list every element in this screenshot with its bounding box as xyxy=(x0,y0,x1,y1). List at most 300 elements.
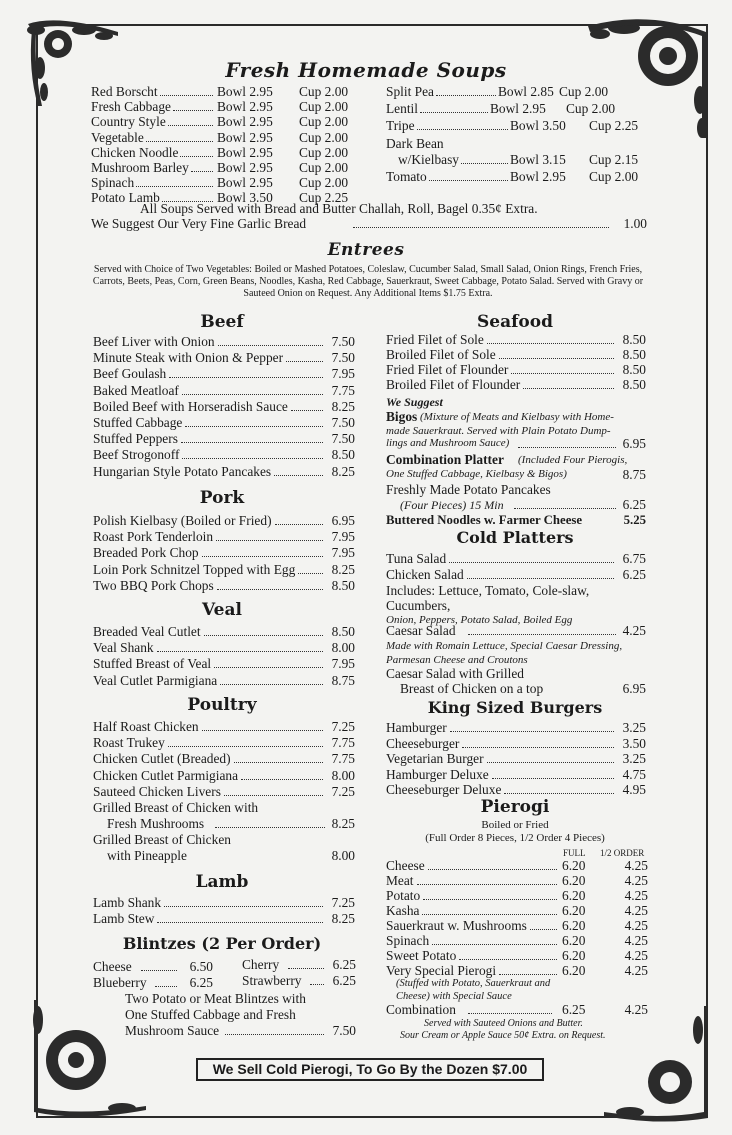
burger-item-name: Hamburger Deluxe xyxy=(386,766,489,782)
lamb-item-row xyxy=(93,911,355,927)
pierogi-full-price: 6.20 xyxy=(562,918,586,933)
pierogi-name: Spinach xyxy=(386,933,430,948)
pierogi-leader xyxy=(499,963,557,975)
burger-item-name: Vegetarian Burger xyxy=(386,751,484,766)
pierogi-leader xyxy=(422,903,557,915)
pierogi-row xyxy=(386,948,648,964)
soup-right-cup-price: Cup 2.25 xyxy=(589,118,639,133)
beef-item-row xyxy=(93,464,355,480)
beef-item-leader xyxy=(182,447,323,459)
soup-left-leader xyxy=(191,160,213,172)
burger-item-name: Cheeseburger Deluxe xyxy=(386,782,502,797)
soup-left-leader xyxy=(160,84,213,96)
beef-item-row xyxy=(93,383,355,399)
grilled-chicken-pineapple-line2: with Pineapple xyxy=(107,848,187,863)
beef-item-leader xyxy=(169,366,323,378)
bigos-row xyxy=(386,436,646,452)
seafood-item-name: Broiled Filet of Flounder xyxy=(386,377,521,392)
pierogi-half-price: 4.25 xyxy=(624,858,648,873)
beef-item-price: 8.50 xyxy=(331,447,355,463)
pierogi-name: Kasha xyxy=(386,903,420,918)
pierogi-row xyxy=(386,903,648,919)
lamb-item-price: 8.25 xyxy=(331,911,355,927)
pierogi-leader xyxy=(530,918,557,930)
blintz-combo-line2: One Stuffed Cabbage and Fresh xyxy=(125,1007,296,1022)
poultry-item-price: 7.25 xyxy=(331,719,355,734)
beef-item-price: 7.50 xyxy=(331,334,355,349)
burger-item-price: 3.50 xyxy=(622,735,646,751)
beef-item-row xyxy=(93,350,355,366)
pierogi-full-price: 6.20 xyxy=(562,948,586,963)
lamb-item-name: Lamb Stew xyxy=(93,911,155,927)
poultry-item-leader xyxy=(224,784,323,796)
poultry-item-leader xyxy=(241,768,323,780)
veal-item-leader xyxy=(157,640,323,652)
blintz-strawberry-price: 6.25 xyxy=(332,973,356,988)
soup-left-row xyxy=(91,130,369,146)
soup-left-name: Mushroom Barley xyxy=(91,160,189,175)
seafood-item-price: 8.50 xyxy=(622,362,646,377)
veal-item-leader xyxy=(204,624,323,636)
soup-left-row xyxy=(91,145,369,161)
poultry-item-leader xyxy=(168,735,323,747)
soups-served-note: All Soups Served with Bread and Butter Challah, Roll, Bagel 0.35¢ Extra. xyxy=(140,201,538,216)
veal-item-row xyxy=(93,673,355,689)
pierogi-full-price: 6.20 xyxy=(562,873,586,888)
seafood-item-price: 8.50 xyxy=(622,347,646,362)
soup-left-bowl-price: Bowl 2.95 xyxy=(217,99,273,115)
pierogi-full-price: 6.20 xyxy=(562,858,586,873)
soup-left-leader xyxy=(136,175,213,187)
pierogi-row xyxy=(386,918,648,934)
caesar-salad-name: Caesar Salad xyxy=(386,623,456,638)
veal-item-name: Stuffed Breast of Veal xyxy=(93,656,212,672)
pork-item-name: Two BBQ Pork Chops xyxy=(93,577,214,593)
cold-includes-line2: Cucumbers, xyxy=(386,598,451,613)
pierogi-leader xyxy=(423,888,557,900)
pierogi-name: Very Special Pierogi xyxy=(386,963,497,978)
lamb-item-row xyxy=(93,895,355,911)
pork-item-leader xyxy=(216,529,323,541)
blintz-combo-row xyxy=(125,1023,356,1039)
veal-item-price: 8.00 xyxy=(331,640,355,656)
pierogi-name: Cheese xyxy=(386,858,425,873)
seafood-item-leader xyxy=(499,347,614,359)
poultry-item-name: Chicken Cutlet Parmigiana xyxy=(93,767,239,783)
garlic-bread-label: We Suggest Our Very Fine Garlic Bread xyxy=(91,216,307,231)
grilled-chicken-pineapple-line1: Grilled Breast of Chicken xyxy=(93,832,231,847)
pork-item-name: Polish Kielbasy (Boiled or Fried) xyxy=(93,513,272,528)
soup-right-cup-price: Cup 2.00 xyxy=(566,101,616,116)
poultry-item-leader xyxy=(202,719,323,731)
pierogi-full-price: 6.20 xyxy=(562,963,586,978)
pierogi-full-price: 6.20 xyxy=(562,933,586,948)
burger-item-leader xyxy=(462,736,614,748)
bigos-name: Bigos xyxy=(386,409,418,424)
caesar-grilled-price: 6.95 xyxy=(622,681,646,696)
seafood-item-leader xyxy=(523,377,614,389)
pierogi-leader xyxy=(459,948,557,960)
burger-item-leader xyxy=(504,782,614,794)
veal-heading: Veal xyxy=(202,600,242,620)
soup-right-leader xyxy=(436,84,496,96)
burger-item-leader xyxy=(450,720,614,732)
blintz-cheese: Cheese xyxy=(93,959,132,974)
blintz-strawberry: Strawberry xyxy=(242,973,302,988)
poultry-item-leader xyxy=(234,751,323,763)
burger-item-price: 4.95 xyxy=(622,782,646,797)
soup-right-bowl-price: Bowl 2.85 xyxy=(498,84,554,99)
seafood-item-name: Fried Filet of Sole xyxy=(386,332,484,347)
soup-left-leader xyxy=(146,130,213,142)
pierogi-sub2: (Full Order 8 Pieces, 1/2 Order 4 Pieces) xyxy=(425,832,605,844)
seafood-heading: Seafood xyxy=(477,312,553,332)
poultry-item-price: 7.75 xyxy=(331,751,355,767)
soup-left-bowl-price: Bowl 2.95 xyxy=(217,114,273,130)
poultry-item-price: 8.00 xyxy=(331,767,355,783)
pierogi-half-price: 4.25 xyxy=(624,903,648,918)
seafood-item-price: 8.50 xyxy=(622,377,646,392)
pierogi-row xyxy=(386,858,648,874)
bigos-desc3: lings and Mushroom Sauce) xyxy=(386,437,510,449)
soup-right-name: Tomato xyxy=(386,169,427,184)
pork-item-leader xyxy=(275,513,323,525)
poultry-item-name: Sauteed Chicken Livers xyxy=(93,783,221,799)
soup-right-bowl-price: Bowl 2.95 xyxy=(490,101,546,116)
pierogi-half-price: 4.25 xyxy=(624,963,648,978)
caesar-grilled-line1: Caesar Salad with Grilled xyxy=(386,666,524,681)
pierogi-row xyxy=(386,888,648,904)
cold-item-row xyxy=(386,567,646,583)
beef-item-row xyxy=(93,366,355,382)
pork-item-price: 6.95 xyxy=(331,513,355,528)
veal-item-name: Breaded Veal Cutlet xyxy=(93,624,201,639)
we-suggest-label: We Suggest xyxy=(386,395,443,409)
soup-left-bowl-price: Bowl 2.95 xyxy=(217,84,273,99)
veal-item-leader xyxy=(220,673,323,685)
buttered-noodles-name: Buttered Noodles w. Farmer Cheese xyxy=(386,513,583,527)
pierogi-leader xyxy=(432,933,557,945)
soup-right-bowl-price: Bowl 3.15 xyxy=(510,152,566,167)
potato-pancakes-line2: (Four Pieces) 15 Min xyxy=(400,498,504,512)
soup-right-row xyxy=(386,118,648,134)
beef-item-name: Minute Steak with Onion & Pepper xyxy=(93,350,284,366)
soup-left-row xyxy=(91,99,369,115)
veal-item-leader xyxy=(214,656,323,668)
blintzes-heading: Blintzes (2 Per Order) xyxy=(122,934,322,953)
potato-pancakes-line1: Freshly Made Potato Pancakes xyxy=(386,482,551,497)
pork-heading: Pork xyxy=(199,488,245,508)
pierogi-half-price: 4.25 xyxy=(624,873,648,888)
cold-pierogi-banner: We Sell Cold Pierogi, To Go By the Dozen $7.00 xyxy=(196,1058,544,1081)
beef-item-price: 8.25 xyxy=(331,398,355,414)
soup-right-row xyxy=(386,101,648,117)
entrees-heading: Entrees xyxy=(327,240,405,260)
seafood-item-name: Fried Filet of Flounder xyxy=(386,362,509,377)
poultry-item-name: Roast Trukey xyxy=(93,735,165,751)
burger-item-leader xyxy=(492,767,614,779)
soup-left-bowl-price: Bowl 2.95 xyxy=(217,160,273,175)
pierogi-served1: Served with Sauteed Onions and Butter. xyxy=(424,1018,583,1029)
soup-left-row xyxy=(91,114,369,130)
lamb-item-leader xyxy=(164,895,323,907)
cold-item-price: 6.25 xyxy=(622,567,646,582)
soup-right-cup-price: Cup 2.00 xyxy=(559,84,609,99)
soup-right-leader xyxy=(417,118,508,130)
beef-item-leader xyxy=(218,334,323,346)
caesar-desc2: Parmesan Cheese and Croutons xyxy=(386,654,528,666)
pierogi-name: Sauerkraut w. Mushrooms xyxy=(386,918,527,933)
bigos-desc1: (Mixture of Meats and Kielbasy with Home- xyxy=(420,411,614,423)
soup-left-leader xyxy=(180,145,213,157)
grilled-chicken-mushroom-row xyxy=(93,816,355,832)
burger-item-price: 3.25 xyxy=(622,720,646,735)
soup-right-name: Dark Bean xyxy=(386,136,444,151)
beef-item-name: Beef Liver with Onion xyxy=(93,334,215,349)
burger-item-price: 3.25 xyxy=(622,751,646,766)
beef-item-leader xyxy=(274,464,323,476)
potato-pancakes-price: 6.25 xyxy=(622,497,646,512)
beef-item-leader xyxy=(182,383,323,395)
soup-left-cup-price: Cup 2.00 xyxy=(299,84,349,99)
blintz-combo-line3: Mushroom Sauce xyxy=(125,1023,220,1038)
caesar-salad-row xyxy=(386,623,646,639)
soup-left-leader xyxy=(173,99,213,111)
beef-item-name: Beef Goulash xyxy=(93,366,167,382)
soup-left-bowl-price: Bowl 2.95 xyxy=(217,129,273,145)
veal-item-name: Veal Shank xyxy=(93,640,154,656)
special-pierogi-desc2: Cheese) with Special Sauce xyxy=(396,991,512,1002)
veal-item-row xyxy=(93,640,355,656)
cold-item-row xyxy=(386,551,646,567)
poultry-item-name: Chicken Cutlet (Breaded) xyxy=(93,751,231,767)
seafood-item-price: 8.50 xyxy=(622,332,646,347)
seafood-item-leader xyxy=(511,362,614,374)
lamb-item-leader xyxy=(157,911,323,923)
pork-item-price: 8.50 xyxy=(331,577,355,593)
pierogi-leader xyxy=(417,873,557,885)
blintz-blueberry: Blueberry xyxy=(93,975,147,990)
potato-pancakes-row xyxy=(386,497,646,513)
poultry-item-row xyxy=(93,784,355,800)
cold-item-price: 6.75 xyxy=(622,551,646,566)
blintz-cheese-row xyxy=(93,959,213,975)
veal-item-name: Veal Cutlet Parmigiana xyxy=(93,672,218,688)
pierogi-served2: Sour Cream or Apple Sauce 50¢ Extra. on Request. xyxy=(400,1030,606,1041)
beef-item-name: Baked Meatloaf xyxy=(93,382,179,398)
lamb-heading: Lamb xyxy=(195,872,249,892)
soup-right-name: w/Kielbasy xyxy=(398,152,459,167)
beef-item-price: 7.50 xyxy=(331,431,355,447)
burger-item-row xyxy=(386,782,646,798)
soup-left-name: Chicken Noodle xyxy=(91,144,179,160)
pork-item-row xyxy=(93,545,355,561)
pork-item-row xyxy=(93,562,355,578)
combination-platter-desc1: (Included Four Pierogis, xyxy=(518,454,628,466)
pork-item-name: Roast Pork Tenderloin xyxy=(93,529,214,545)
cold-includes-line3: Onion, Peppers, Potato Salad, Boiled Egg xyxy=(386,614,573,626)
combination-platter-name: Combination Platter xyxy=(386,452,504,467)
grilled-chicken-pineapple-row xyxy=(93,848,355,864)
seafood-item-leader xyxy=(487,332,614,344)
poultry-item-price: 7.25 xyxy=(331,783,355,799)
soup-right-bowl-price: Bowl 3.50 xyxy=(510,118,566,133)
soup-left-name: Country Style xyxy=(91,114,166,130)
floral-corner-ornament-bottom-right xyxy=(600,1000,720,1130)
cold-platters-heading: Cold Platters xyxy=(456,528,574,547)
soups-heading: Fresh Homemade Soups xyxy=(225,58,507,82)
pierogi-name: Meat xyxy=(386,873,414,888)
pork-item-row xyxy=(93,529,355,545)
soup-right-row xyxy=(386,169,648,185)
combination-platter-row xyxy=(386,467,646,483)
lamb-item-price: 7.25 xyxy=(331,895,355,910)
soup-left-name: Potato Lamb xyxy=(91,190,160,206)
caesar-grilled-row xyxy=(386,681,646,697)
grilled-chicken-pineapple-price: 8.00 xyxy=(331,848,355,863)
beef-item-row xyxy=(93,334,355,350)
pierogi-full-price: 6.20 xyxy=(562,903,586,918)
seafood-item-row xyxy=(386,332,646,348)
cold-item-name: Tuna Salad xyxy=(386,551,447,566)
pierogi-col-half: 1/2 ORDER xyxy=(600,848,645,858)
pierogi-combination-name: Combination xyxy=(386,1002,456,1017)
soup-right-row xyxy=(386,152,648,168)
pork-item-leader xyxy=(298,562,323,574)
soup-left-cup-price: Cup 2.00 xyxy=(299,144,349,160)
pork-item-name: Loin Pork Schnitzel Topped with Egg xyxy=(93,561,296,577)
buttered-noodles-row xyxy=(386,512,646,528)
burger-item-name: Cheeseburger xyxy=(386,735,460,751)
soup-right-leader xyxy=(461,152,508,164)
garlic-bread-price: 1.00 xyxy=(623,216,647,231)
entrees-note: Served with Choice of Two Vegetables: Boiled or Mashed Potatoes, Coleslaw, Cucumber Salad, Small Salad, Onion Rings, French Fries, Carrots, Beets, Peas, Corn, Green Beans, Noodles, Kasha, Red Cabbage, Sauerkraut, Sweet Cabbage, Potato Salad. Served with Gravy or Sauteed Onion on Request. Any Additional Items $1.75 Extra. xyxy=(92,264,644,299)
grilled-chicken-mushroom-line2: Fresh Mushrooms xyxy=(107,816,205,831)
beef-item-leader xyxy=(181,431,323,443)
veal-item-row xyxy=(93,656,355,672)
beef-item-price: 7.50 xyxy=(331,415,355,430)
cold-item-leader xyxy=(467,567,614,579)
pierogi-combination-full: 6.25 xyxy=(562,1002,586,1017)
pork-item-leader xyxy=(202,545,323,557)
soup-right-name: Lentil xyxy=(386,101,418,116)
blintz-cheese-price: 6.50 xyxy=(189,959,213,974)
beef-item-row xyxy=(93,447,355,463)
soup-left-cup-price: Cup 2.00 xyxy=(299,175,349,191)
soup-right-row xyxy=(386,84,648,100)
soup-left-bowl-price: Bowl 2.95 xyxy=(217,144,273,160)
poultry-item-row xyxy=(93,735,355,751)
pierogi-half-price: 4.25 xyxy=(624,933,648,948)
veal-item-price: 7.95 xyxy=(331,656,355,672)
beef-item-name: Stuffed Peppers xyxy=(93,431,178,447)
poultry-item-row xyxy=(93,719,355,735)
pierogi-half-price: 4.25 xyxy=(624,948,648,963)
soup-left-row xyxy=(91,160,369,176)
burger-item-name: Hamburger xyxy=(386,720,447,735)
soup-left-row xyxy=(91,175,369,191)
soup-left-name: Fresh Cabbage xyxy=(91,99,171,115)
grilled-chicken-mushroom-price: 8.25 xyxy=(331,816,355,831)
blintz-cherry-price: 6.25 xyxy=(332,957,356,972)
pierogi-row xyxy=(386,933,648,949)
soup-left-cup-price: Cup 2.00 xyxy=(299,160,349,175)
blintz-blueberry-price: 6.25 xyxy=(189,975,213,990)
soup-right-row xyxy=(386,136,648,152)
cold-item-name: Chicken Salad xyxy=(386,567,464,582)
beef-item-name: Boiled Beef with Horseradish Sauce xyxy=(93,398,288,414)
soup-right-name: Tripe xyxy=(386,118,415,133)
burger-item-row xyxy=(386,751,646,767)
bigos-price: 6.95 xyxy=(622,436,646,451)
bigos-desc2: made Sauerkraut. Served with Plain Potato Dump- xyxy=(386,425,611,437)
beef-item-row xyxy=(93,415,355,431)
beef-item-price: 7.50 xyxy=(331,350,355,366)
beef-item-name: Hungarian Style Potato Pancakes xyxy=(93,463,272,479)
pork-item-price: 7.95 xyxy=(331,545,355,561)
soup-right-leader xyxy=(429,169,508,181)
pork-item-price: 7.95 xyxy=(331,529,355,545)
pierogi-full-price: 6.20 xyxy=(562,888,586,903)
pork-item-row xyxy=(93,578,355,594)
burger-item-price: 4.75 xyxy=(622,766,646,782)
beef-item-row xyxy=(93,431,355,447)
veal-item-price: 8.50 xyxy=(331,624,355,639)
pork-item-price: 8.25 xyxy=(331,561,355,577)
soup-right-bowl-price: Bowl 2.95 xyxy=(510,169,566,184)
poultry-item-row xyxy=(93,751,355,767)
pierogi-leader xyxy=(428,858,557,870)
buttered-noodles-price: 5.25 xyxy=(623,513,646,527)
poultry-item-row xyxy=(93,768,355,784)
blintz-combo-price: 7.50 xyxy=(332,1023,356,1038)
seafood-item-row xyxy=(386,362,646,378)
beef-item-row xyxy=(93,399,355,415)
blintz-cherry: Cherry xyxy=(242,957,280,972)
beef-item-price: 7.95 xyxy=(331,366,355,382)
poultry-item-price: 7.75 xyxy=(331,735,355,751)
caesar-desc1: Made with Romain Lettuce, Special Caesar Dressing, xyxy=(386,640,623,652)
seafood-item-name: Broiled Filet of Sole xyxy=(386,347,496,362)
beef-item-leader xyxy=(291,399,323,411)
soup-left-name: Spinach xyxy=(91,175,135,191)
pork-item-row xyxy=(93,513,355,529)
poultry-heading: Poultry xyxy=(187,695,257,715)
pierogi-row xyxy=(386,873,648,889)
lamb-item-name: Lamb Shank xyxy=(93,895,162,910)
garlic-bread-row xyxy=(91,216,647,232)
soup-left-bowl-price: Bowl 2.95 xyxy=(217,175,273,191)
cold-includes-line1: Includes: Lettuce, Tomato, Cole-slaw, xyxy=(386,583,590,598)
burger-item-row xyxy=(386,736,646,752)
pierogi-heading: Pierogi xyxy=(480,797,550,817)
soup-right-leader xyxy=(420,101,488,113)
soup-left-name: Vegetable xyxy=(91,129,144,145)
soup-left-cup-price: Cup 2.00 xyxy=(299,114,349,130)
blintz-combo-line1: Two Potato or Meat Blintzes with xyxy=(125,991,306,1006)
caesar-salad-price: 4.25 xyxy=(622,623,646,638)
pierogi-combination-row xyxy=(386,1002,648,1018)
beef-heading: Beef xyxy=(200,312,244,332)
poultry-item-name: Half Roast Chicken xyxy=(93,719,199,734)
blintz-blueberry-row xyxy=(93,975,239,991)
combination-platter-price: 8.75 xyxy=(622,467,646,482)
beef-item-name: Beef Strogonoff xyxy=(93,447,180,463)
grilled-chicken-mushroom-line1: Grilled Breast of Chicken with xyxy=(93,800,259,815)
cold-item-leader xyxy=(449,551,614,563)
veal-item-row xyxy=(93,624,355,640)
soup-right-cup-price: Cup 2.15 xyxy=(589,152,639,167)
